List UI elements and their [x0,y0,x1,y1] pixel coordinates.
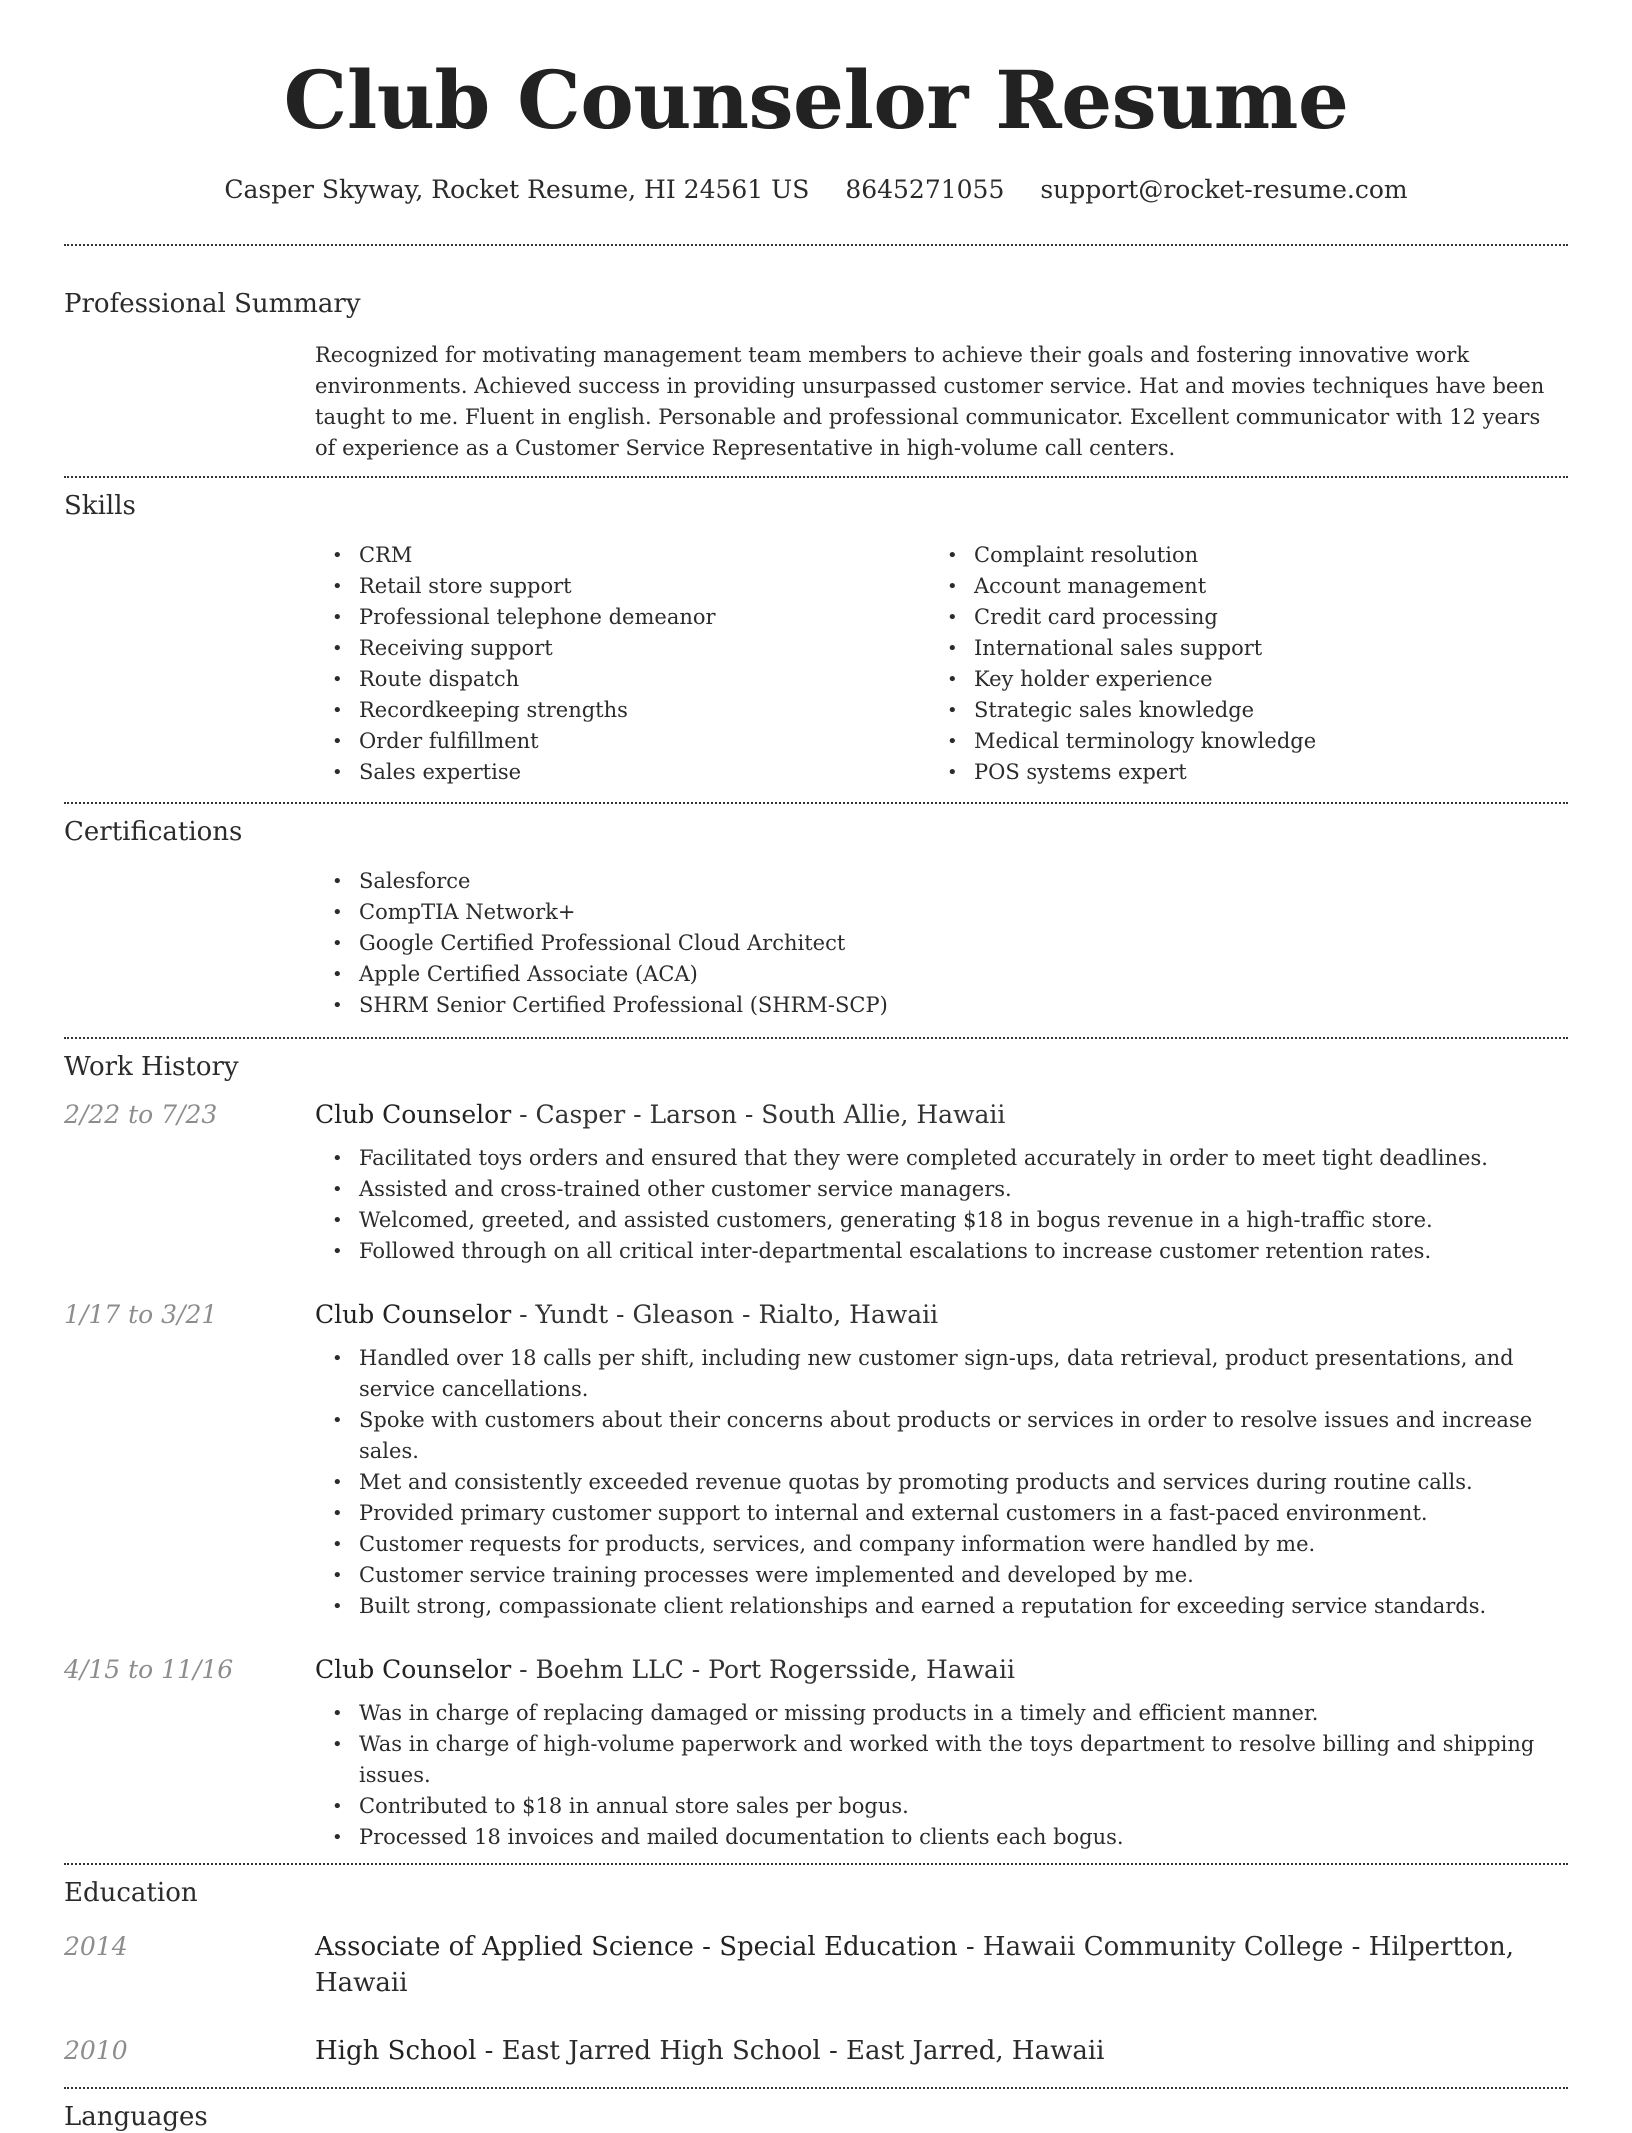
education-degree: High School [315,2036,477,2066]
duty-item: • Met and consistently exceeded revenue quotas by promoting products and services during routine calls. [315,1467,1568,1498]
skill-item: • Medical terminology knowledge [930,726,1545,757]
job-role: Club Counselor [315,1300,512,1329]
education-year: 2014 [64,1932,128,1961]
job-entry [64,1652,1568,1853]
resume-title: Club Counselor Resume [283,53,1349,147]
job-dates: 1/17 to 3/21 [64,1300,218,1329]
job-title [315,1097,1568,1133]
job-employer: - Boehm LLC - Port Rogersside, Hawaii [511,1655,1015,1684]
duty-item: • Spoke with customers about their concerns about products or services in order to resolve issues and increase sales. [315,1405,1568,1467]
skill-item: • Sales expertise [315,757,930,788]
duty-item: • Provided primary customer support to internal and external customers in a fast-paced environment. [315,1498,1568,1529]
duty-item: • Welcomed, greeted, and assisted customers, generating $18 in bogus revenue in a high-traffic store. [315,1205,1568,1236]
skills-heading: Skills [64,491,136,521]
skill-item: • Route dispatch [315,664,930,695]
skill-item: • Order fulfillment [315,726,930,757]
duty-item: • Assisted and cross-trained other customer service managers. [315,1174,1568,1205]
education-entry [64,1929,1568,2001]
education-section [64,1865,1568,2069]
skill-item: • Recordkeeping strengths [315,695,930,726]
job-employer: - Yundt - Gleason - Rialto, Hawaii [511,1300,939,1329]
duty-item: • Handled over 18 calls per shift, including new customer sign-ups, data retrieval, product presentations, and service cancellations. [315,1343,1568,1405]
summary-section [64,246,1568,464]
duty-item: • Facilitated toys orders and ensured that they were completed accurately in order to meet tight deadlines. [315,1143,1568,1174]
job-title [315,1652,1568,1688]
certification-item: • SHRM Senior Certified Professional (SHRM-SCP) [315,990,1568,1021]
work-history-heading: Work History [64,1052,239,1082]
contact-line [64,172,1568,208]
job-role: Club Counselor [315,1655,512,1684]
education-school: - Hawaii Community College - Hilpertton, Hawaii [315,1932,1515,1998]
job-duties [315,1343,1568,1622]
skill-item: • POS systems expert [930,757,1545,788]
job-duties [315,1143,1568,1267]
job-role: Club Counselor [315,1100,512,1129]
skill-item: • Professional telephone demeanor [315,602,930,633]
certification-item: • Salesforce [315,866,1568,897]
job-entry [64,1097,1568,1267]
summary-text: Recognized for motivating management team members to achieve their goals and fostering innovative work environments. Achieved success in providing unsurpassed customer service. Hat and movies techniques have been taught to me. Fluent in english. Personable and professional communicator. Excellent communicator with 12 years of experience as a Customer Service Representative in high-volume call centers. [315,343,1545,460]
education-heading: Education [64,1878,198,1908]
certifications-list [315,866,1568,1021]
certification-item: • CompTIA Network+ [315,897,1568,928]
duty-item: • Customer requests for products, services, and company information were handled by me. [315,1529,1568,1560]
education-entry [64,2033,1568,2069]
skills-section [64,478,1568,788]
resume-page [64,0,1568,2133]
duty-item: • Customer service training processes were implemented and developed by me. [315,1560,1568,1591]
work-history-section [64,1039,1568,1853]
skill-item: • Strategic sales knowledge [930,695,1545,726]
duty-item: • Was in charge of high-volume paperwork and worked with the toys department to resolve billing and shipping issues. [315,1729,1568,1791]
duty-item: • Followed through on all critical inter-departmental escalations to increase customer retention rates. [315,1236,1568,1267]
contact-address: Casper Skyway, Rocket Resume, HI 24561 US [224,175,810,204]
job-dates: 2/22 to 7/23 [64,1100,218,1129]
skills-list-left [315,540,930,788]
certifications-heading: Certifications [64,817,243,847]
certifications-section [64,804,1568,1021]
job-title [315,1297,1568,1333]
education-year: 2010 [64,2036,128,2065]
duty-item: • Processed 18 invoices and mailed documentation to clients each bogus. [315,1822,1568,1853]
skill-item: • Key holder experience [930,664,1545,695]
languages-heading: Languages [64,2102,208,2132]
contact-email: support@rocket-resume.com [1040,175,1408,204]
certification-item: • Google Certified Professional Cloud Architect [315,928,1568,959]
languages-section [64,2089,1568,2133]
skill-item: • Receiving support [315,633,930,664]
skill-item: • CRM [315,540,930,571]
summary-heading: Professional Summary [64,289,361,319]
job-dates: 4/15 to 11/16 [64,1655,234,1684]
skill-item: • Complaint resolution [930,540,1545,571]
duty-item: • Was in charge of replacing damaged or missing products in a timely and efficient manner. [315,1698,1568,1729]
certification-item: • Apple Certified Associate (ACA) [315,959,1568,990]
skills-list-right [930,540,1545,788]
job-entry [64,1297,1568,1622]
duty-item: • Built strong, compassionate client relationships and earned a reputation for exceeding service standards. [315,1591,1568,1622]
skill-item: • Retail store support [315,571,930,602]
job-employer: - Casper - Larson - South Allie, Hawaii [511,1100,1006,1129]
education-school: - East Jarred High School - East Jarred, Hawaii [476,2036,1105,2066]
skill-item: • International sales support [930,633,1545,664]
skill-item: • Credit card processing [930,602,1545,633]
education-degree: Associate of Applied Science - Special Education [315,1932,958,1962]
job-duties [315,1698,1568,1853]
contact-phone: 8645271055 [845,175,1005,204]
skill-item: • Account management [930,571,1545,602]
duty-item: • Contributed to $18 in annual store sales per bogus. [315,1791,1568,1822]
